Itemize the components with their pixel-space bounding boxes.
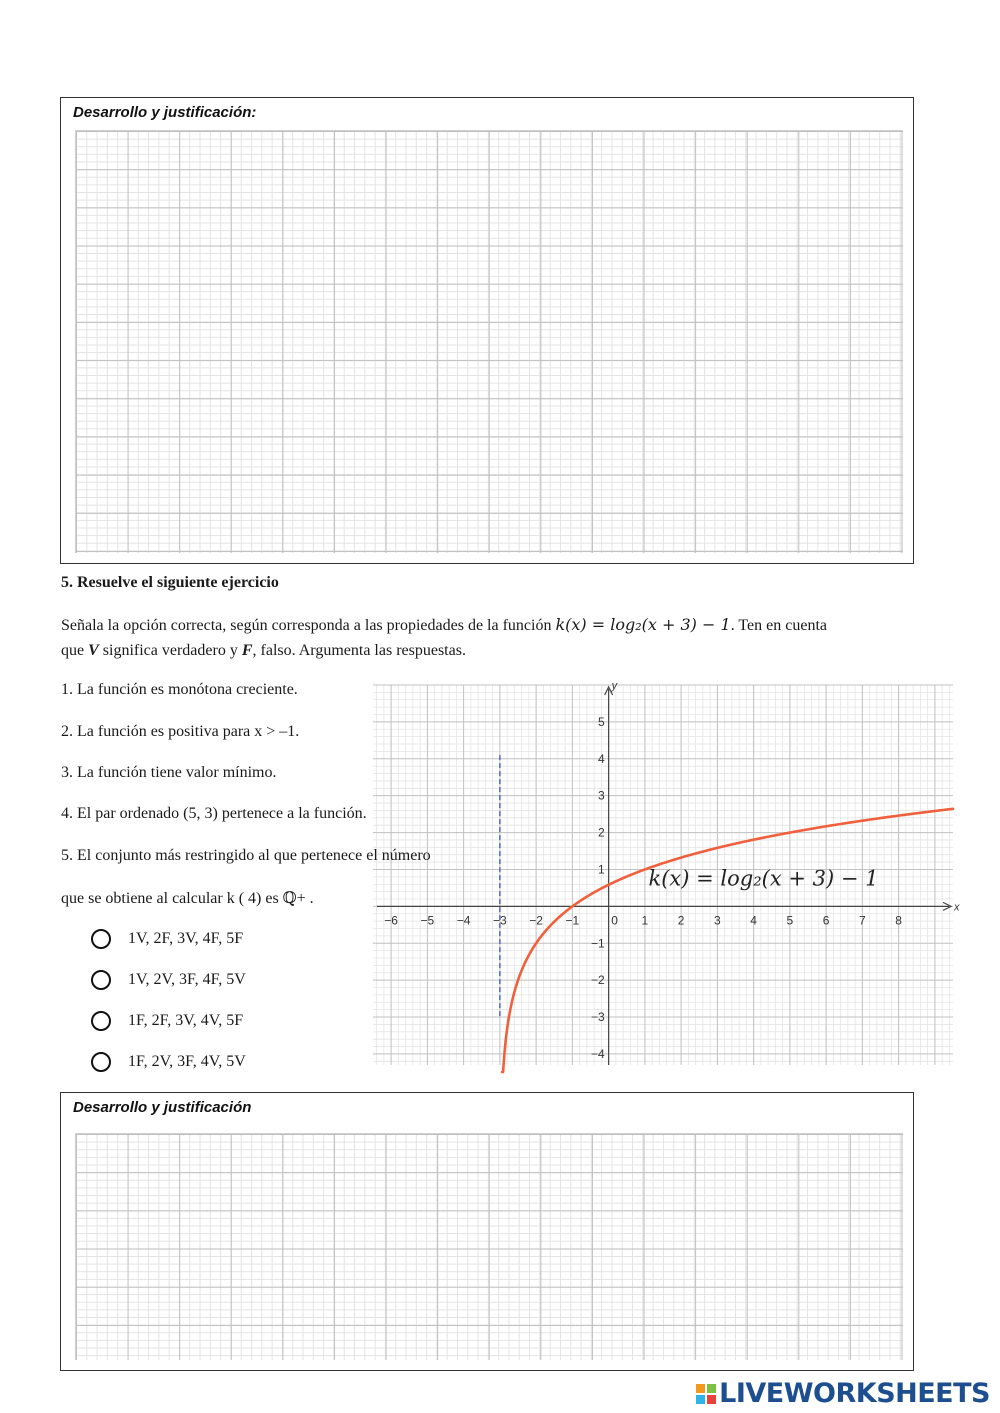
x-tick-label: −2: [529, 913, 543, 928]
x-tick-label: 6: [822, 913, 830, 928]
x-tick-label: 0: [611, 913, 618, 928]
top-work-box: [60, 97, 914, 564]
y-tick-label: −1: [590, 936, 605, 951]
y-tick-label: −3: [590, 1010, 605, 1025]
brand-logo-icon: [696, 1384, 716, 1404]
intro-suffix: . Ten en cuenta: [730, 617, 828, 634]
y-tick-label: −4: [590, 1046, 605, 1061]
statement-5: 5. El conjunto más restringido al que pertenece el número: [61, 847, 431, 864]
bottom-box-title: Desarrollo y justificación: [73, 1099, 252, 1116]
statement-1: 1. La función es monótona creciente.: [61, 681, 298, 698]
y-tick-label: 4: [597, 751, 605, 766]
x-tick-label: 4: [750, 913, 757, 928]
y-axis-label: y: [611, 680, 618, 692]
intro-prefix: Señala la opción correcta, según corresponda a las propiedades de la función: [61, 617, 556, 634]
top-grid-area[interactable]: [75, 130, 903, 553]
function-formula: k(x) = log₂(x + 3) − 1: [555, 615, 731, 634]
statement-5-cont: que se obtiene al calcular k ( 4) es ℚ+ .: [61, 890, 314, 907]
option-3[interactable]: [91, 1011, 243, 1031]
option-1-label: 1V, 2F, 3V, 4F, 5F: [128, 930, 244, 947]
y-tick-label: 5: [597, 714, 605, 729]
x-tick-label: −1: [565, 913, 580, 928]
x-tick-label: 7: [859, 913, 866, 928]
x-tick-label: −3: [493, 913, 507, 928]
intro-line2-c: , falso. Argumenta las respuestas.: [252, 642, 466, 659]
option-2-label: 1V, 2V, 3F, 4F, 5V: [128, 971, 246, 988]
top-box-title: Desarrollo y justificación:: [73, 104, 257, 121]
x-tick-label: 3: [714, 913, 721, 928]
function-curve: [502, 809, 953, 1072]
exercise-heading: 5. Resuelve el siguiente ejercicio: [61, 574, 279, 591]
radio-option-2[interactable]: [91, 970, 111, 990]
x-tick-label: 5: [786, 913, 794, 928]
y-tick-label: 2: [597, 825, 605, 840]
y-tick-label: 3: [597, 788, 605, 803]
option-1[interactable]: [91, 929, 243, 949]
option-4-label: 1F, 2V, 3F, 4V, 5V: [128, 1053, 246, 1070]
x-tick-label: −5: [420, 913, 435, 928]
exercise-intro: [61, 612, 946, 663]
x-tick-label: 1: [641, 913, 649, 928]
statement-2: 2. La función es positiva para x > –1.: [61, 723, 300, 740]
intro-line2-b: significa verdadero y: [98, 642, 242, 659]
liveworksheets-brand: [696, 1378, 990, 1409]
radio-option-3[interactable]: [91, 1011, 111, 1031]
x-tick-label: 2: [677, 913, 685, 928]
bottom-work-box: [60, 1092, 914, 1371]
f-letter: F: [241, 642, 253, 659]
v-letter: V: [88, 642, 99, 659]
x-tick-label: −6: [384, 913, 398, 928]
y-tick-label: −2: [590, 973, 605, 988]
x-tick-label: 8: [895, 913, 902, 928]
option-4[interactable]: [91, 1052, 246, 1072]
radio-option-4[interactable]: [91, 1052, 111, 1072]
function-label: k(x) = log₂(x + 3) − 1: [648, 866, 879, 891]
statement-3: 3. La función tiene valor mínimo.: [61, 764, 277, 781]
bottom-grid-area[interactable]: [75, 1133, 903, 1360]
y-tick-label: 1: [597, 862, 605, 877]
brand-text: LIVEWORKSHEETS: [719, 1378, 990, 1409]
option-3-label: 1F, 2F, 3V, 4V, 5F: [128, 1012, 244, 1029]
radio-option-1[interactable]: [91, 929, 111, 949]
function-graph: [373, 677, 958, 1072]
x-axis-label: x: [954, 901, 960, 914]
option-2[interactable]: [91, 970, 246, 990]
x-tick-label: −4: [456, 913, 471, 928]
intro-line2-a: que: [61, 642, 89, 659]
statement-4: 4. El par ordenado (5, 3) pertenece a la función.: [61, 805, 367, 822]
